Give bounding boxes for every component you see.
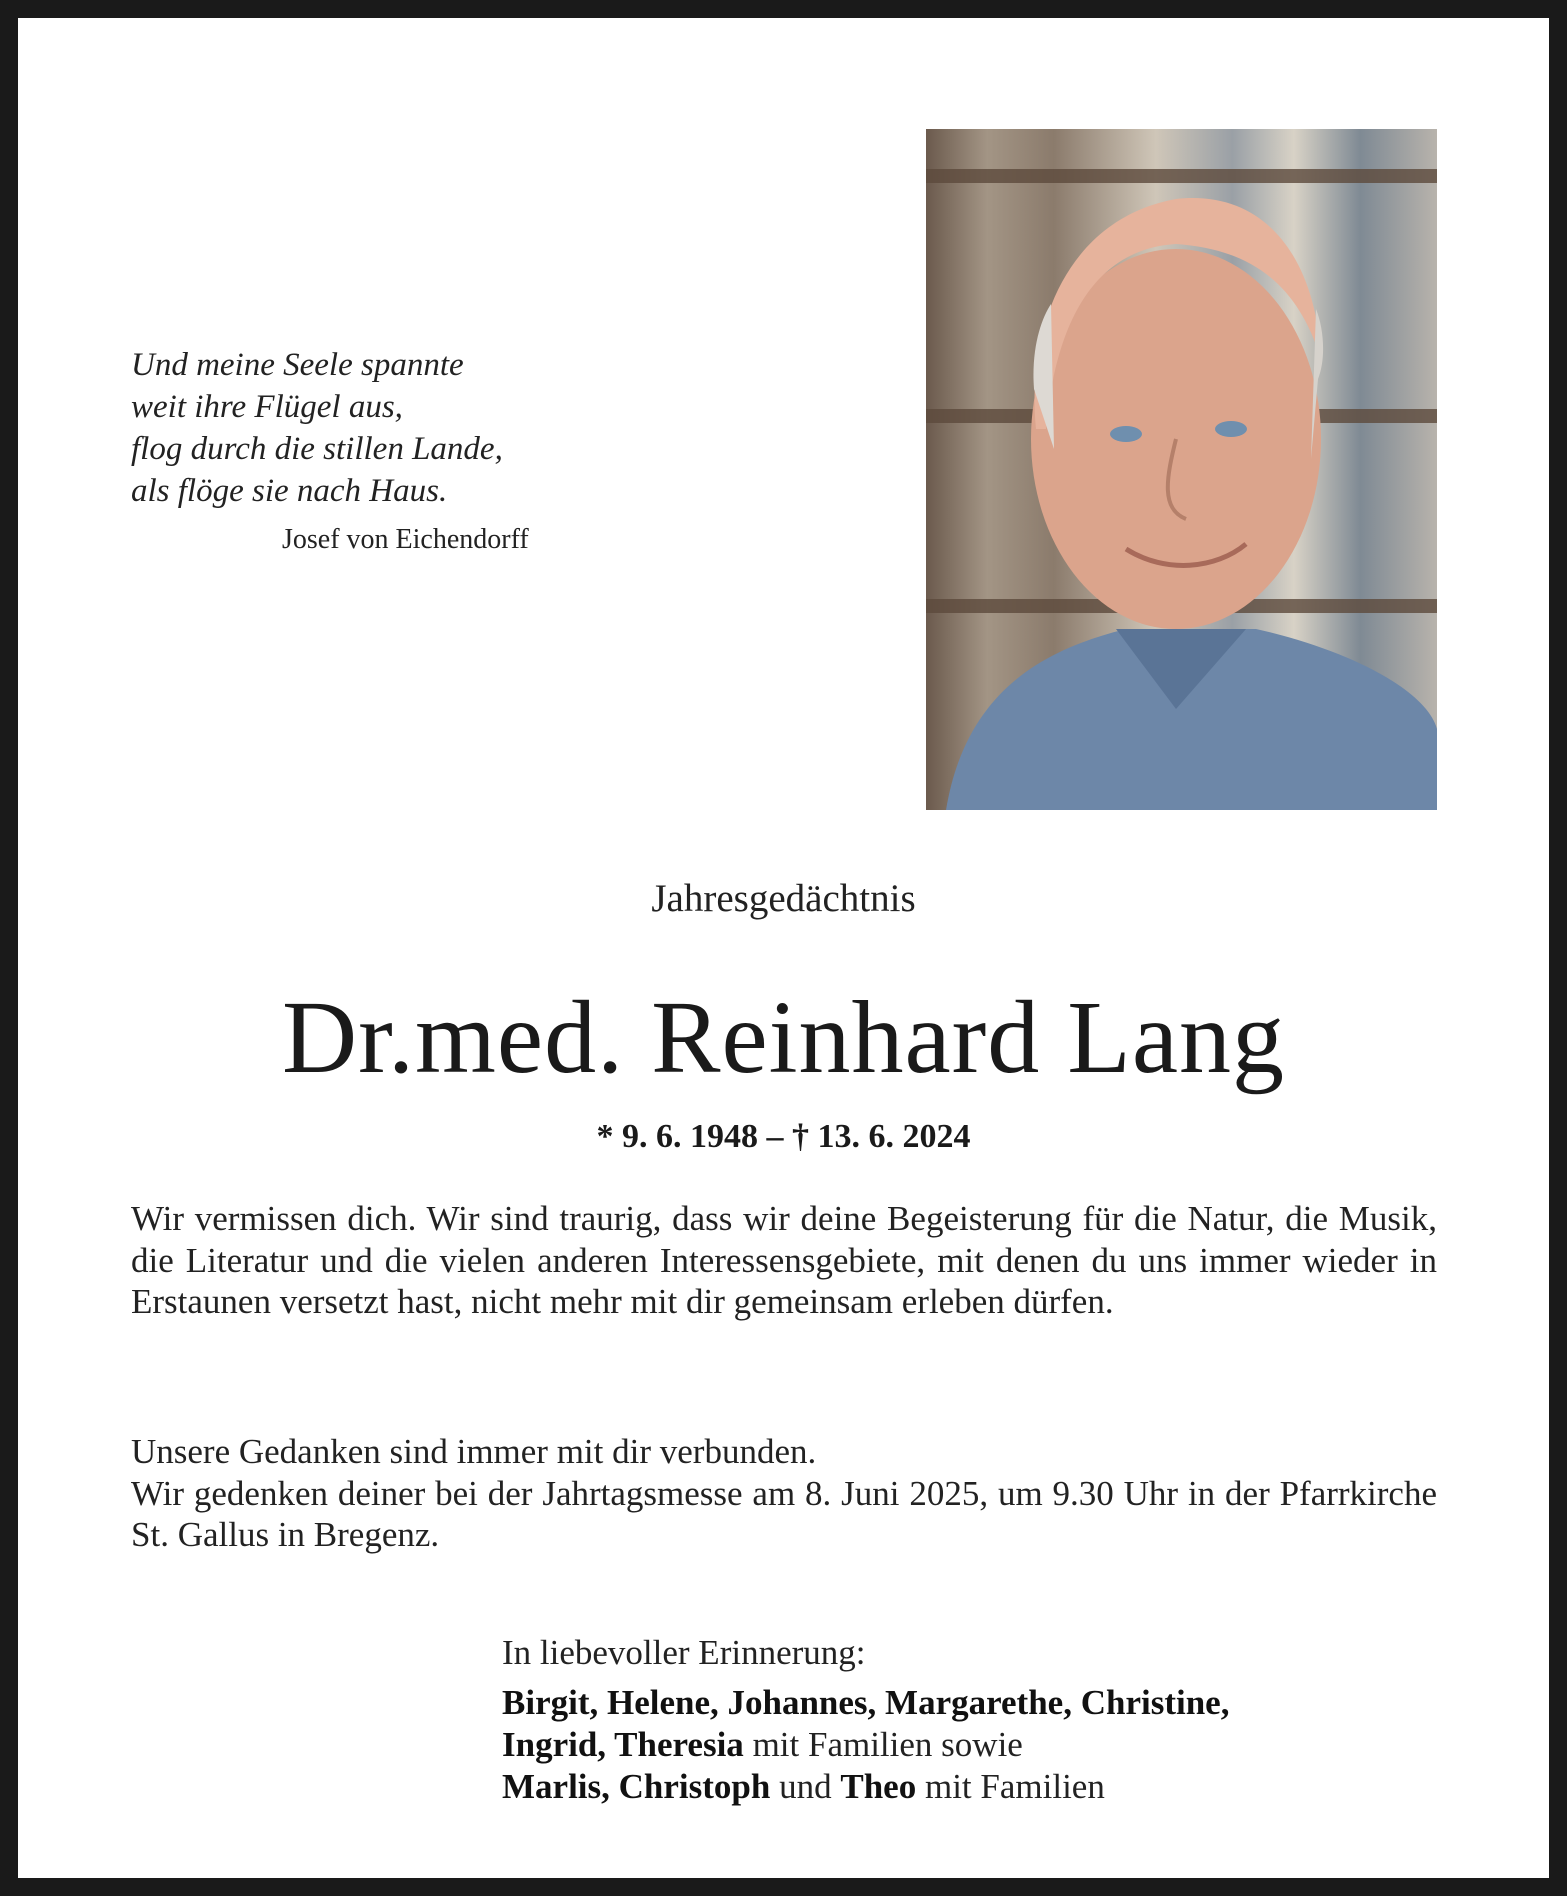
mass-info-paragraph (131, 1431, 1437, 1556)
family-names: Birgit, Helene, Johannes, Margarethe, Christine, (502, 1683, 1230, 1722)
obituary-page (18, 18, 1549, 1878)
deceased-name: Dr.med. Reinhard Lang (282, 980, 1285, 1095)
mass-details: Wir gedenken deiner bei der Jahrtagsmesse am 8. Juni 2025, um 9.30 Uhr in der Pfarrkirche St. Gallus in Bregenz. (131, 1473, 1437, 1554)
message-paragraph: Wir vermissen dich. Wir sind traurig, dass wir deine Begeisterung für die Natur, die Musik, die Literatur und die vielen anderen Interessensgebiete, mit denen du uns immer wieder in Erstaunen versetzt hast, nicht mehr mit dir gemeinsam erleben dürfen. (131, 1199, 1437, 1321)
family-text: und (770, 1767, 841, 1806)
family-names: Marlis, Christoph (502, 1767, 771, 1806)
memorial-heading: Jahresgedächtnis (651, 877, 916, 920)
closing-intro: In liebevoller Erinnerung: (502, 1633, 866, 1672)
poem-line: Und meine Seele spannte (131, 347, 464, 383)
family-names: Ingrid, Theresia (502, 1725, 744, 1764)
poem-author: Josef von Eichendorff (282, 524, 529, 555)
poem-line: flog durch die stillen Lande, (131, 431, 503, 467)
family-text: mit Familien (916, 1767, 1105, 1806)
family-text: mit Familien sowie (743, 1725, 1023, 1764)
poem-quote (131, 344, 503, 512)
closing-signature (502, 1632, 1229, 1808)
poem-line: weit ihre Flügel aus, (131, 389, 403, 425)
thoughts-line: Unsere Gedanken sind immer mit dir verbunden. (131, 1432, 817, 1471)
portrait-photo (926, 129, 1437, 810)
life-dates: * 9. 6. 1948 – † 13. 6. 2024 (596, 1118, 971, 1155)
family-names: Theo (840, 1767, 917, 1806)
poem-line: als flöge sie nach Haus. (131, 473, 448, 509)
